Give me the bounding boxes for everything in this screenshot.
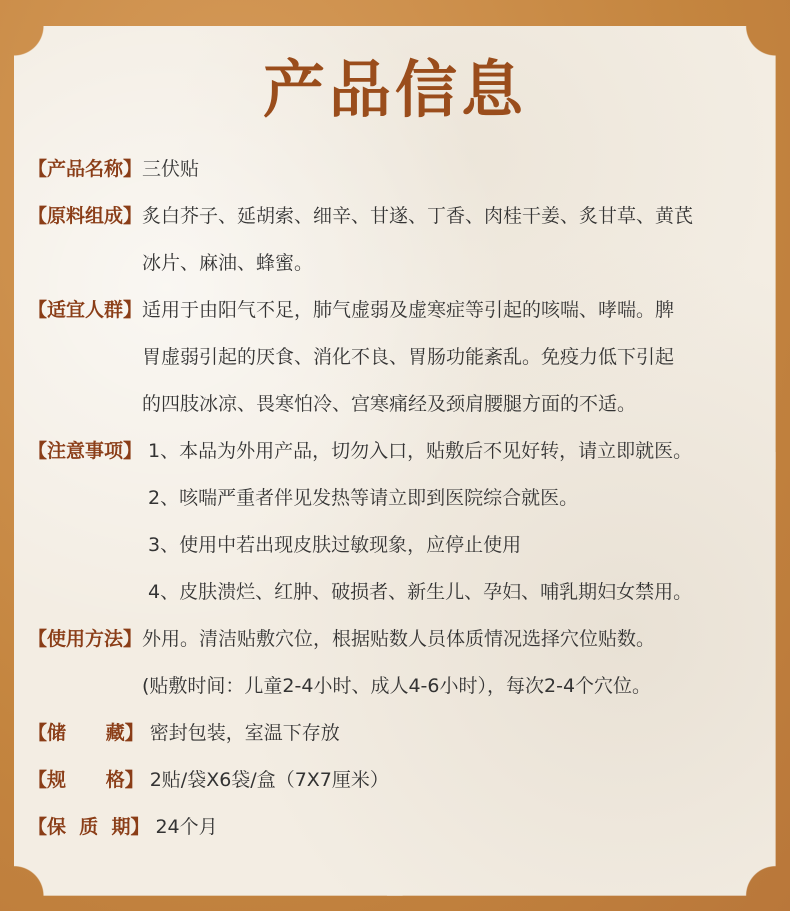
value-line: 适用于由阳气不足，肺气虚弱及虚寒症等引起的咳喘、哮喘。脾 [142,299,675,321]
value-line: 冰片、麻油、蜂蜜。 [142,252,314,274]
row-value [144,757,780,804]
row-value [149,804,780,851]
row-value [142,146,780,193]
product-info-list [28,146,780,851]
row-shelf-life [28,804,780,851]
row-value [142,287,780,428]
value-line: (贴敷时间：儿童2-4小时、成人4-6小时），每次2-4个穴位。 [142,675,652,697]
row-label: 【注意事项】 [28,440,143,462]
value-line: 1、本品为外用产品，切勿入口，贴敷后不见好转，请立即就医。 [148,440,693,462]
value-line: 2、咳喘严重者伴见发热等请立即到医院综合就医。 [148,487,579,509]
value-line: 的四肢冰凉、畏寒怕冷、宫寒痛经及颈肩腰腿方面的不适。 [142,393,637,415]
value-line: 三伏贴 [142,158,200,180]
row-label: 【规 格】 [28,769,144,791]
row-label: 【适宜人群】 [28,299,143,321]
value-line: 24个月 [155,816,218,838]
row-product-name [28,146,780,193]
row-label: 【使用方法】 [28,628,143,650]
row-storage [28,710,780,757]
value-line: 胃虚弱引起的厌食、消化不良、胃肠功能紊乱。免疫力低下引起 [142,346,675,368]
row-value [142,428,780,616]
row-label: 【原料组成】 [28,205,143,227]
row-value [142,616,780,710]
row-label: 【储 藏】 [28,722,144,744]
row-value [144,710,780,757]
row-usage [28,616,780,710]
row-precautions [28,428,780,616]
row-suitable-people [28,287,780,428]
value-line: 炙白芥子、延胡索、细辛、甘遂、丁香、肉桂干姜、炙甘草、黄芪 [142,205,694,227]
page-title: 产品信息 [262,53,527,126]
row-specification [28,757,780,804]
row-label: 【保 质 期】 [28,816,150,838]
value-line: 外用。清洁贴敷穴位，根据贴数人员体质情况选择穴位贴数。 [142,628,656,650]
value-line: 密封包装，室温下存放 [149,722,340,744]
value-line: 2贴/袋X6袋/盒（7X7厘米） [149,769,389,791]
value-line: 3、使用中若出现皮肤过敏现象，应停止使用 [148,534,522,556]
row-label: 【产品名称】 [28,158,143,180]
row-value [142,193,780,287]
value-line: 4、皮肤溃烂、红肿、破损者、新生儿、孕妇、哺乳期妇女禁用。 [148,581,693,603]
row-ingredients [28,193,780,287]
